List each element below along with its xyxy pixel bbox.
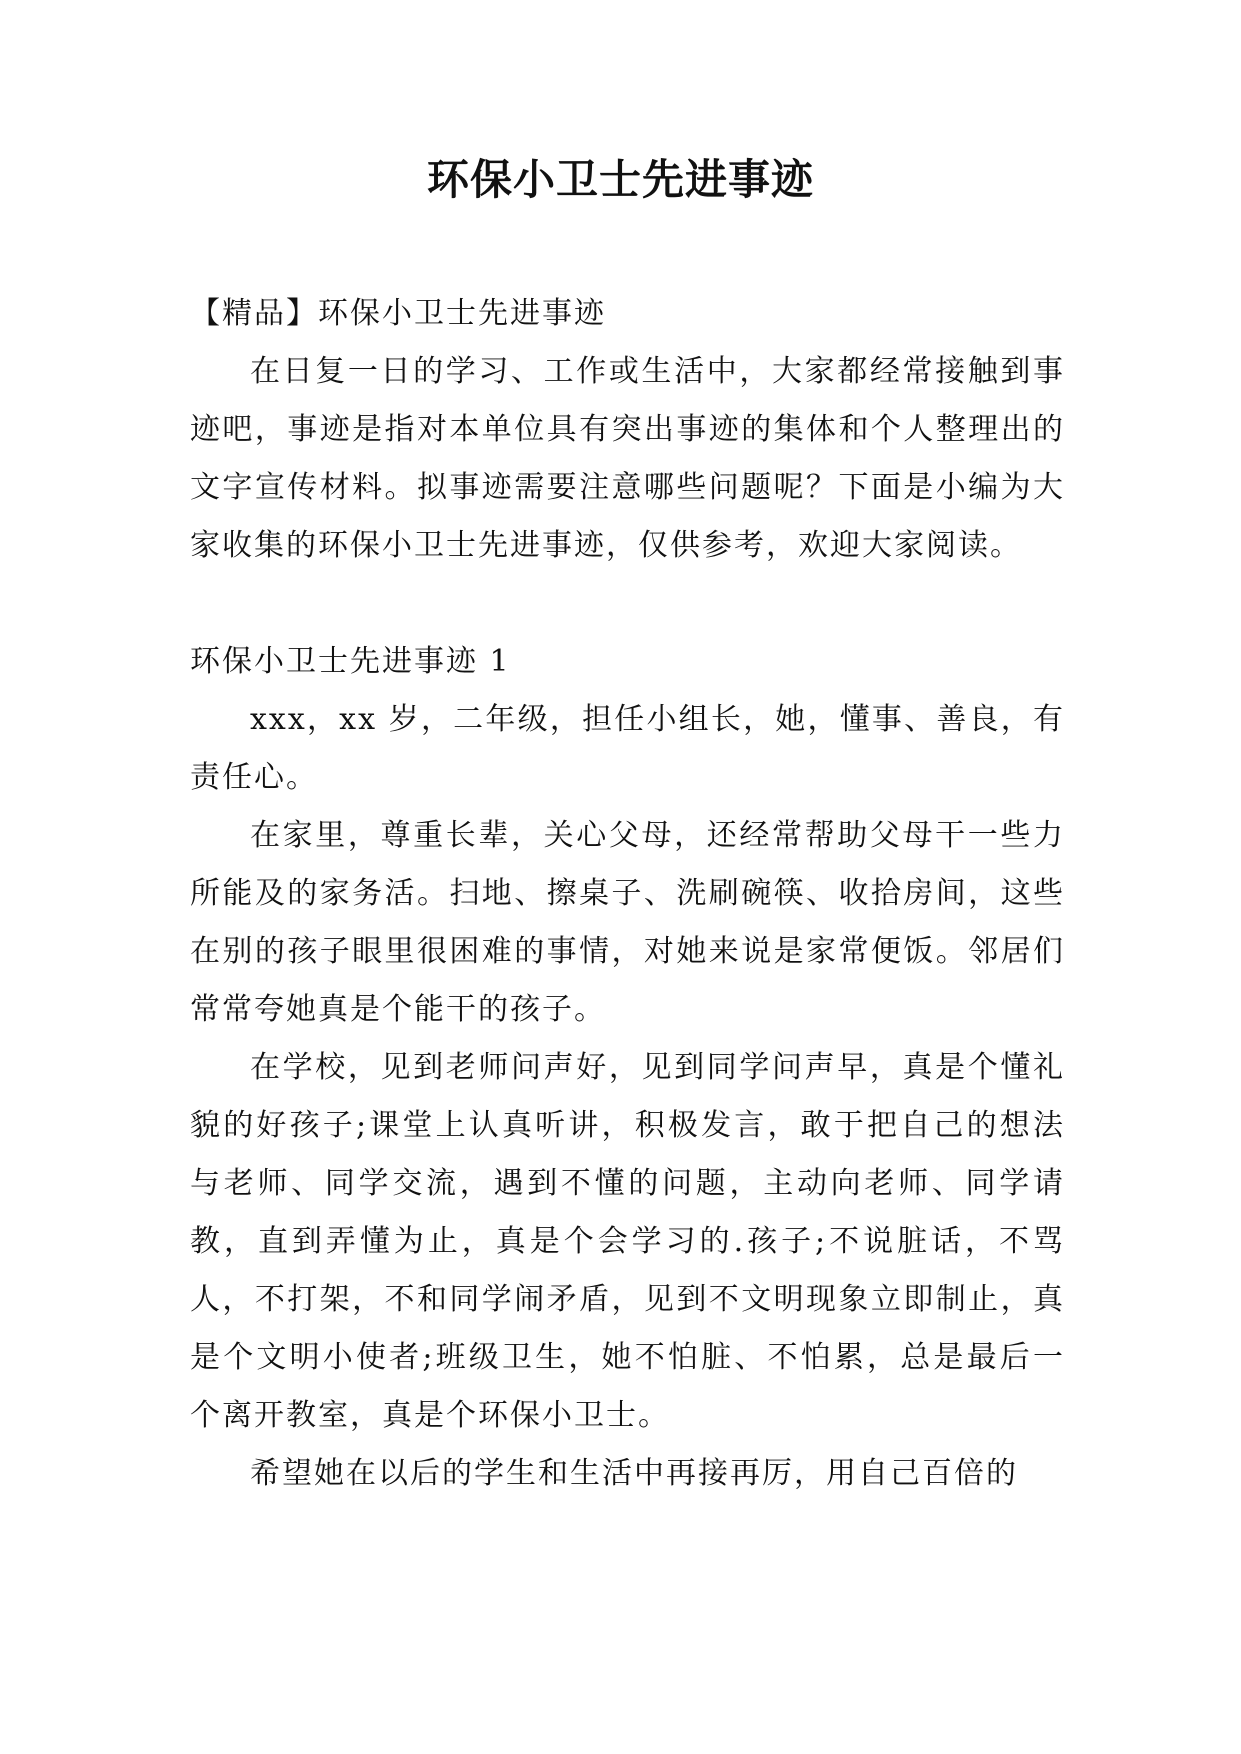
section-heading: 环保小卫士先进事迹 1 bbox=[190, 644, 511, 679]
intro-paragraph: 在日复一日的学习、工作或生活中，大家都经常接触到事迹吧，事迹是指对本单位具有突出事迹的集体和个人整理出的文字宣传材料。拟事迹需要注意哪些问题呢？下面是小编为大家收集的环保小卫士先进事迹，仅供参考，欢迎大家阅读。 bbox=[190, 354, 1065, 563]
document-body bbox=[190, 285, 1065, 1503]
body-paragraph: 希望她在以后的学生和生活中再接再厉，用自己百倍的 bbox=[250, 1456, 1018, 1491]
document-subtitle: 【精品】环保小卫士先进事迹 bbox=[190, 296, 606, 331]
body-paragraph: 在家里，尊重长辈，关心父母，还经常帮助父母干一些力所能及的家务活。扫地、擦桌子、洗刷碗筷、收拾房间，这些在别的孩子眼里很困难的事情，对她来说是家常便饭。邻居们常常夸她真是个能干的孩子。 bbox=[190, 818, 1065, 1027]
body-paragraph: xxx，xx 岁，二年级，担任小组长，她，懂事、善良，有责任心。 bbox=[190, 702, 1065, 795]
document-title: 环保小卫士先进事迹 bbox=[426, 155, 814, 204]
body-paragraph: 在学校，见到老师问声好，见到同学问声早，真是个懂礼貌的好孩子;课堂上认真听讲，积极发言，敢于把自己的想法与老师、同学交流，遇到不懂的问题，主动向老师、同学请教，直到弄懂为止，真是个会学习的.孩子;不说脏话，不骂人，不打架，不和同学闹矛盾，见到不文明现象立即制止，真是个文明小使者;班级卫生，她不怕脏、不怕累，总是最后一个离开教室，真是个环保小卫士。 bbox=[190, 1050, 1065, 1433]
